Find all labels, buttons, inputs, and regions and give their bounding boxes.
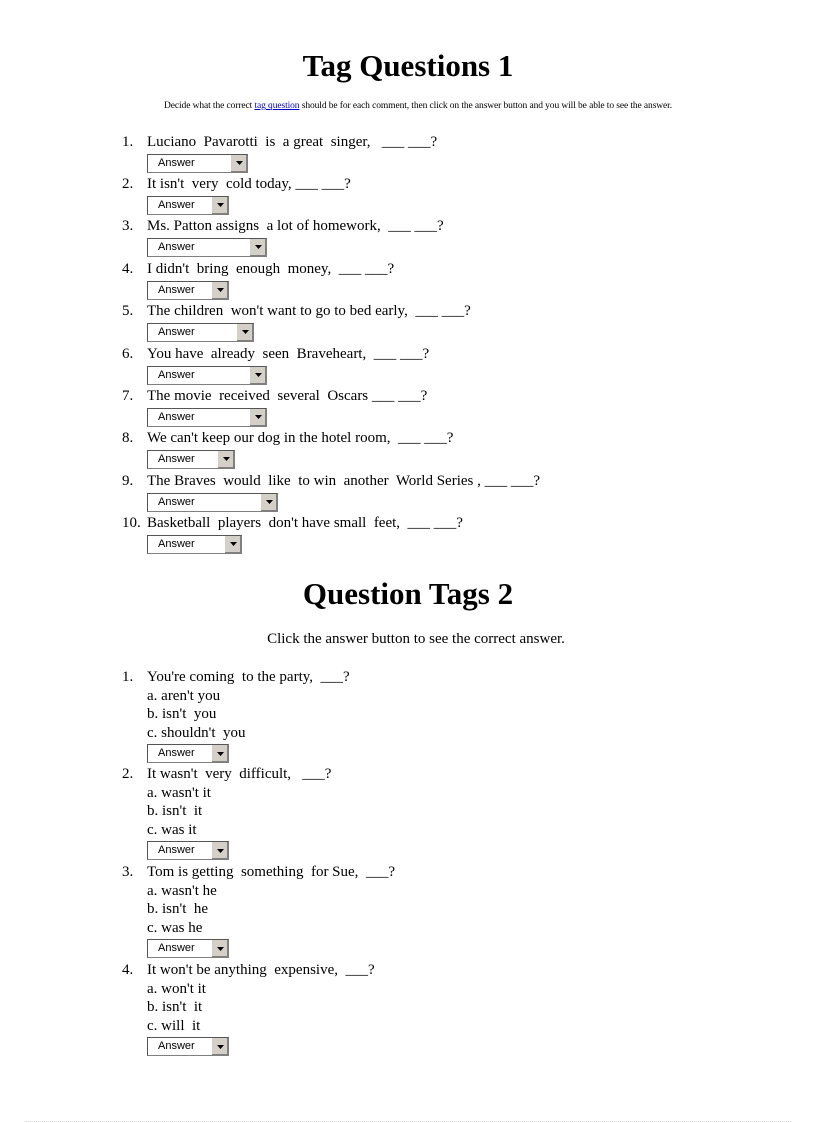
answer-dropdown[interactable]	[147, 535, 242, 554]
chevron-down-icon[interactable]	[260, 494, 277, 511]
question-text: Luciano Pavarotti is a great singer, ___ ___?	[147, 134, 438, 150]
answer-dropdown-label: Answer	[158, 368, 195, 381]
question-number: 6.	[122, 346, 134, 362]
answer-dropdown[interactable]	[147, 323, 254, 342]
question-number: 4.	[122, 261, 134, 277]
question-text: It won't be anything expensive, ___?	[147, 962, 375, 978]
answer-dropdown-label: Answer	[158, 452, 195, 465]
answer-dropdown[interactable]	[147, 450, 235, 469]
chevron-down-icon[interactable]	[217, 451, 234, 468]
question-number: 4.	[122, 962, 134, 978]
chevron-down-icon[interactable]	[211, 745, 228, 762]
question-item	[122, 472, 540, 512]
answer-option: b. isn't it	[147, 999, 203, 1015]
answer-option: b. isn't it	[147, 803, 203, 819]
section2-title: Question Tags 2	[302, 576, 514, 611]
answer-dropdown-label: Answer	[158, 240, 195, 253]
question-item	[122, 387, 427, 427]
question-text: Ms. Patton assigns a lot of homework, ___ ___?	[147, 218, 444, 234]
answer-option: c. shouldn't you	[147, 724, 246, 741]
chevron-down-icon[interactable]	[230, 155, 247, 172]
question-item	[122, 133, 437, 173]
answer-dropdown-label: Answer	[158, 747, 195, 759]
question-item	[122, 302, 471, 342]
chevron-down-icon[interactable]	[249, 239, 266, 256]
answer-dropdown[interactable]	[147, 939, 229, 958]
chevron-down-icon[interactable]	[211, 940, 228, 957]
answer-dropdown[interactable]	[147, 238, 267, 257]
answer-option: c. was he	[147, 919, 203, 936]
answer-option: b. isn't he	[147, 901, 209, 917]
answer-dropdown[interactable]	[147, 841, 229, 860]
question-item	[122, 668, 350, 763]
answer-dropdown-label: Answer	[158, 495, 195, 508]
answer-dropdown[interactable]	[147, 493, 278, 512]
question-text: The movie received several Oscars ___ ___?	[147, 388, 428, 404]
question-number: 3.	[122, 218, 134, 234]
question-text: It wasn't very difficult, ___?	[147, 766, 332, 782]
question-item	[122, 765, 331, 860]
section2-instruction: Click the answer button to see the correct answer.	[267, 631, 565, 647]
question-number: 8.	[122, 430, 134, 446]
question-item	[122, 514, 463, 554]
answer-option: a. wasn't it	[147, 784, 211, 801]
question-text: You have already seen Braveheart, ___ ___?	[147, 346, 430, 362]
question-number: 7.	[122, 388, 134, 404]
chevron-down-icon[interactable]	[249, 367, 266, 384]
answer-dropdown-label: Answer	[158, 325, 195, 338]
answer-dropdown[interactable]	[147, 154, 248, 173]
answer-option: c. was it	[147, 821, 197, 838]
answer-options	[147, 784, 331, 840]
question-text: It isn't very cold today, ___ ___?	[147, 176, 351, 192]
answer-option: b. isn't you	[147, 706, 217, 722]
answer-option: a. won't it	[147, 980, 206, 997]
answer-options	[147, 980, 375, 1036]
question-text: The children won't want to go to bed early, ___ ___?	[147, 303, 471, 319]
question-item	[122, 217, 444, 257]
chevron-down-icon[interactable]	[211, 1038, 228, 1055]
question-text: We can't keep our dog in the hotel room, ___ ___?	[147, 430, 454, 446]
answer-dropdown[interactable]	[147, 744, 229, 763]
page-divider	[25, 1121, 791, 1122]
answer-dropdown[interactable]	[147, 1037, 229, 1056]
question-item	[122, 175, 351, 215]
answer-dropdown-label: Answer	[158, 156, 195, 169]
question-item	[122, 863, 395, 958]
chevron-down-icon[interactable]	[211, 282, 228, 299]
question-number: 9.	[122, 473, 134, 489]
question-number: 3.	[122, 864, 134, 880]
question-number: 1.	[122, 134, 134, 150]
answer-dropdown-label: Answer	[158, 942, 195, 954]
chevron-down-icon[interactable]	[211, 842, 228, 859]
question-text: Basketball players don't have small feet, ___ ___?	[147, 515, 463, 531]
chevron-down-icon[interactable]	[211, 197, 228, 214]
answer-dropdown[interactable]	[147, 366, 267, 385]
answer-dropdown-label: Answer	[158, 198, 195, 211]
section1-instruction: Decide what the correct tag question should be for each comment, then click on the answer button and you will be able to see the answer.	[164, 101, 672, 111]
question-text: You're coming to the party, ___?	[147, 669, 350, 685]
question-number: 2.	[122, 766, 134, 782]
answer-dropdown-label: Answer	[158, 1040, 195, 1052]
answer-options	[147, 687, 350, 743]
question-text: The Braves would like to win another World Series , ___ ___?	[147, 473, 541, 489]
question-item	[122, 260, 394, 300]
answer-dropdown-label: Answer	[158, 537, 195, 550]
question-item	[122, 961, 375, 1056]
chevron-down-icon[interactable]	[236, 324, 253, 341]
question-text: I didn't bring enough money, ___ ___?	[147, 261, 395, 277]
answer-option: c. will it	[147, 1017, 201, 1034]
question-text: Tom is getting something for Sue, ___?	[147, 864, 396, 880]
question-item	[122, 345, 429, 385]
answer-option: a. wasn't he	[147, 882, 217, 899]
answer-dropdown[interactable]	[147, 408, 267, 427]
tag-question-link[interactable]: tag question	[254, 101, 300, 111]
chevron-down-icon[interactable]	[224, 536, 241, 553]
question-number: 2.	[122, 176, 134, 192]
question-number: 5.	[122, 303, 134, 319]
answer-options	[147, 882, 395, 938]
answer-dropdown-label: Answer	[158, 844, 195, 856]
question-item	[122, 429, 453, 469]
answer-dropdown-label: Answer	[158, 410, 195, 423]
section1-title: Tag Questions 1	[302, 48, 514, 83]
chevron-down-icon[interactable]	[249, 409, 266, 426]
answer-dropdown-label: Answer	[158, 283, 195, 296]
answer-dropdown[interactable]	[147, 281, 229, 300]
question-number: 1.	[122, 669, 134, 685]
answer-option: a. aren't you	[147, 687, 221, 704]
answer-dropdown[interactable]	[147, 196, 229, 215]
question-number: 10.	[122, 515, 141, 531]
